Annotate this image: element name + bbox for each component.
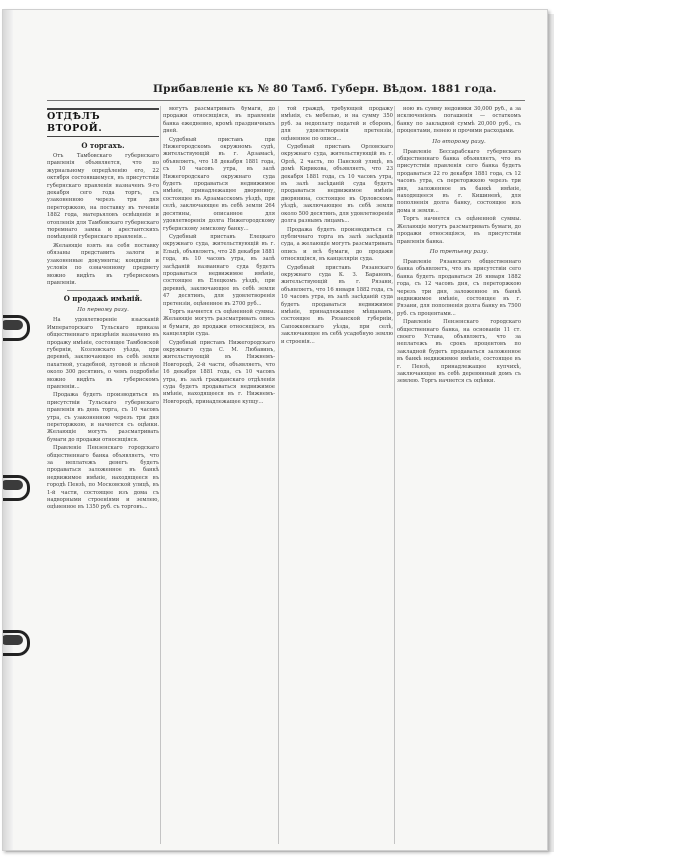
- paragraph: Продажа будетъ производиться съ публичнаго торга въ залѣ засѣданій суда, а желающіе могутъ разсматривать опись и всѣ бумаги, до продажи относящіяся, въ канцеляріи суда.: [281, 226, 393, 263]
- paragraph: На удовлетвореніе взысканій Императорскаго Тульскаго приказа общественнаго призрѣнія назначено въ продажу имѣніе, состоящее Тамбовской губерніи, Козловскаго уѣзда, при деревнѣ, заключающее въ себѣ земли пахатной, усадебной, луговой и лѣсной около 300 десятинъ, о чемъ подробнѣе можно видѣть въ губернскомъ правленіи...: [47, 317, 159, 390]
- paragraph: Продажа будетъ производиться въ присутствіи Тульскаго губернскаго правленія въ день торга, съ 10 часовъ утра, съ узаконенною черезъ три дня переторжкою, и начнется съ оцѣнки. Желающіе могутъ разсматривать бумаги до продажи относящіяся.: [47, 392, 159, 443]
- paragraph: Торгъ начнется съ оцѣненной суммы. Желающіе могутъ разсматривать бумаги, до продажи относящіяся, въ присутствіи правленія банка.: [397, 216, 521, 245]
- paragraph: ною въ сумму недоимки 30,000 руб., а за исключеніемъ погашенія — остаткомъ банку по закладной суммѣ 20,000 руб., съ процентами, пенею и прочими расходами.: [397, 106, 521, 135]
- newspaper-page: [2, 9, 548, 851]
- paragraph: Отъ Тамбовскаго губернскаго правленія объявляется, что по журнальному опредѣленію его, 22 октября состоявшемуся, въ присутствіи губернскаго правленія назначенъ 9-го декабря сего года торгъ, съ узаконенною черезъ три дня переторжкою, на поставку въ теченіи 1882 года, матерьяловъ освѣщенія и отопленія для Тамбовскаго губернскаго тюремнаго замка и арестантскихъ помѣщеній губернскаго правленія...: [47, 153, 159, 241]
- paragraph: Судебный приставъ Елецкаго окружнаго суда, жительствующій въ г. Ельцѣ, объявляетъ, что 28 декабря 1881 года, въ 10 часовъ утра, въ залѣ засѣданій названнаго суда будетъ продаваться недвижимое имѣніе, состоящее въ Елецкомъ уѣздѣ, при деревнѣ, заключающее въ себѣ земли 47 десятинъ, для удовлетворенія претензіи, оцѣненное въ 2700 руб...: [163, 233, 275, 307]
- page-header: Прибавленіе къ № 80 Тамб. Губерн. Вѣдом. 1881 года.: [153, 83, 497, 95]
- binder-ring: [2, 315, 30, 341]
- heading-auctions: О торгахъ.: [81, 141, 125, 150]
- paragraph: Правленіе Бессарабскаго губернскаго общественнаго банка объявляетъ, что въ присутствіи правленія сего банка будетъ продаваться 22 го декабря 1881 года, съ 12 часовъ утра, съ переторжкою черезъ три дня, заложенное въ банкѣ имѣніе, находящееся въ г. Кишиневѣ, для пополненія долга банку, состоящее изъ дома и земли...: [397, 148, 521, 214]
- paragraph: Судебный приставъ Орловскаго окружнаго суда, жительствующій въ г. Орлѣ, 2 часть, по Панской улицѣ, въ домѣ Кирикова, объявляетъ, что 23 декабря 1881 года, съ 10 часовъ утра, въ залѣ засѣданій суда будетъ продаваться недвижимое имѣніе дворянина, состоящее въ Орловскомъ уѣздѣ, заключающее въ себѣ земли около 500 десятинъ, для удовлетворенія долга разнымъ лицамъ...: [281, 144, 393, 225]
- column-1: [47, 106, 159, 844]
- paragraph: Желающіе взять на себя поставку обязаны представить залоги и узаконенные документы; кондиціи и условія по означенному предмету можно видѣть въ губернскомъ правленіи.: [47, 242, 159, 286]
- binder-ring: [2, 475, 30, 501]
- header-rule: [47, 100, 525, 101]
- column-rule: [278, 106, 279, 844]
- heading-estate-sales: О продажѣ имѣній.: [63, 294, 143, 304]
- paragraph: Правленіе Пензенскаго городскаго общественнаго банка, на основаніи 11 ст. своего Устава, объявляетъ, что за неплатежъ въ срокъ процентовъ по закладной будетъ продаваться заложенное въ банкѣ недвижимое имѣніе, состоящее въ г. Пензѣ, принадлежащее купчихѣ, заключающее въ себѣ деревянный домъ съ землею. Торгъ начнется съ оцѣнки.: [397, 319, 521, 385]
- column-4: [397, 106, 521, 844]
- paragraph: могутъ разсматривать бумаги, до продажи относящіяся, въ правленіи банка ежедневно, кромѣ праздничныхъ дней.: [163, 106, 275, 135]
- section-title: ОТДѢЛЪ ВТОРОЙ.: [47, 108, 159, 137]
- paragraph: той граждѣ, требующей продажу имѣнія, съ мебелью, и на сумму 350 руб. за недоплату податей и сборовъ, для удовлетворенія претензіи, оцѣненное по описи...: [281, 106, 393, 142]
- column-2: [163, 106, 275, 844]
- subheading-first-time: По первому разу.: [77, 307, 129, 314]
- subheading-second-time: По второму разу.: [432, 138, 486, 145]
- column-3: [281, 106, 393, 844]
- divider: [67, 290, 139, 291]
- column-rule: [394, 106, 395, 844]
- paragraph: Правленіе Рязанскаго общественнаго банка объявляетъ, что въ присутствіи сего банка будетъ продаваться 26 января 1882 года, съ 12 часовъ дня, съ переторжкою черезъ три дня, заложенное въ банкѣ недвижимое имѣніе, состоящее въ г. Рязани, для пополненія долга банку въ 7500 руб. съ процентами...: [397, 258, 521, 317]
- paragraph: Правленіе Пензенскаго городскаго общественнаго банка объявляетъ, что за неплатежъ денегъ будетъ продаваться заложенное въ банкѣ недвижимое имѣніе, находящееся въ городѣ Пензѣ, по Московской улицѣ, въ 1-й части, состоящее изъ дома съ надворными строеніями и землею, оцѣненное въ 1350 руб. съ торговъ...: [47, 445, 159, 511]
- paragraph: Торгъ начнется съ оцѣненной суммы. Желающіе могутъ разсматривать опись и бумаги, до продажи относящіяся, въ канцеляріи суда.: [163, 308, 275, 338]
- paragraph: Судебный приставъ при Нижегородскомъ окружномъ судѣ, жительствующій въ г. Арзамасѣ, объявляетъ, что 18 декабря 1881 года, съ 10 часовъ утра, въ залѣ Нижегородскаго окружнаго суда будетъ продаваться недвижимое имѣніе, принадлежащее дворянину, состоящее въ Арзамасскомъ уѣздѣ, при селѣ, заключающее въ себѣ земли 264 десятины, описанное для удовлетворенія долга Нижегородскому губернскому земскому банку...: [163, 136, 275, 232]
- page-edge: [3, 10, 13, 850]
- binder-ring: [2, 630, 30, 656]
- column-rule: [160, 106, 161, 844]
- subheading-third-time: По третьему разу.: [429, 248, 489, 255]
- paragraph: Судебный приставъ Нижегородскаго окружнаго суда С. М. Любавинъ, жительствующій въ Нижнемъ-Новгородѣ, 2-й части, объявляетъ, что 16 декабря 1881 года, съ 10 часовъ утра, въ залѣ гражданскаго отдѣленія суда будетъ продаваться недвижимое имѣніе, находящееся въ г. Нижнемъ-Новгородѣ, принадлежащее купцу...: [163, 339, 275, 405]
- paragraph: Судебный приставъ Рязанскаго окружнаго суда К. З. Барановъ, жительствующій въ г. Рязани, объявляетъ, что 16 января 1882 года, съ 10 часовъ утра, въ залѣ засѣданій суда будетъ продаваться недвижимое имѣніе, принадлежащее мѣщанамъ, состоящее въ Рязанской губерніи, Сапожковскаго уѣзда, при селѣ, заключающее въ себѣ усадебную землю и строенія...: [281, 264, 393, 345]
